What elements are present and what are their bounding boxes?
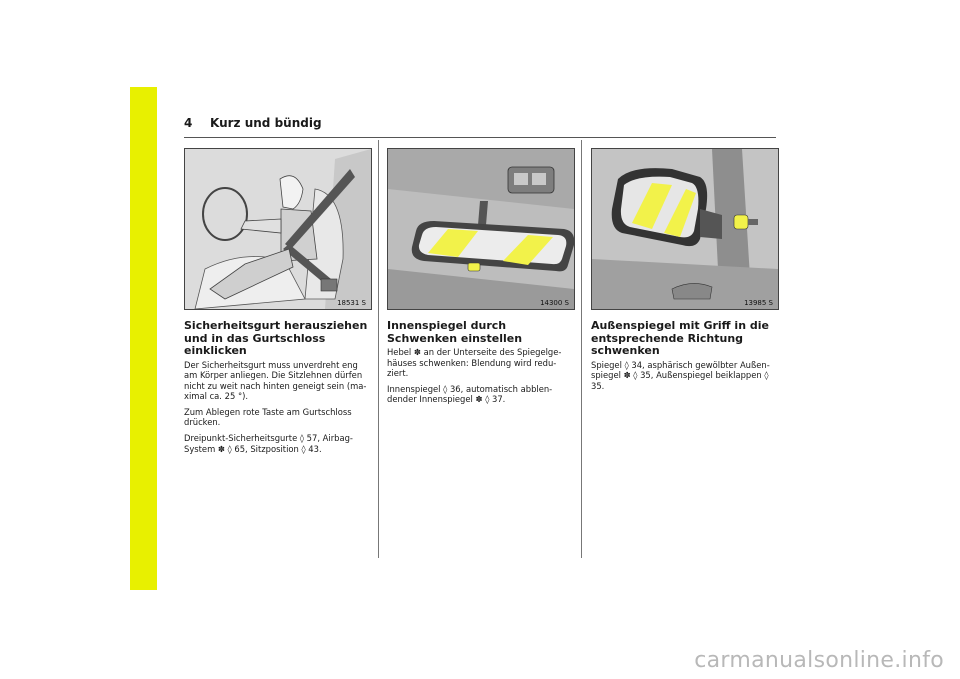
section-seatbelt	[184, 148, 370, 459]
column-divider-2	[581, 140, 582, 558]
section-interior-mirror	[387, 148, 573, 410]
yellow-side-bar	[130, 87, 157, 590]
section-exterior-mirror	[591, 148, 777, 396]
paragraph: Innenspiegel ◊ 36, automatisch abblen-dender Innenspiegel ✽ ◊ 37.	[387, 383, 553, 405]
figure-label: 18531 S	[337, 299, 366, 307]
section-heading: Außenspiegel mit Griff in die entsprechende Richtung schwenken	[591, 319, 769, 357]
paragraph: Zum Ablegen rote Taste am Gurtschloss drücken.	[184, 406, 352, 428]
column-divider-1	[378, 140, 379, 558]
exterior-mirror-illustration	[591, 148, 779, 310]
header-rule	[184, 137, 776, 138]
page-header	[184, 116, 776, 136]
page-title: Kurz und bündig	[210, 116, 322, 130]
figure-label: 14300 S	[540, 299, 569, 307]
paragraph: Dreipunkt-Sicherheitsgurte ◊ 57, Airbag-System ✽ ◊ 65, Sitzposition ◊ 43.	[184, 433, 353, 454]
interior-mirror-illustration	[387, 148, 575, 310]
section-heading: Sicherheitsgurt herausziehen und in das Gurtschloss einklicken	[184, 319, 368, 357]
watermark[interactable]: carmanualsonline.info	[694, 648, 944, 673]
seatbelt-illustration	[184, 148, 372, 310]
paragraph: Spiegel ◊ 34, asphärisch gewölbter Außen-spiegel ✽ ◊ 35, Außenspiegel beiklappen ◊ 35.	[591, 359, 770, 391]
paragraph: Hebel ✽ an der Unterseite des Spiegelge-häuses schwenken: Blendung wird redu-ziert.	[387, 347, 562, 379]
paragraph: Der Sicherheitsgurt muss unverdreht eng am Körper anliegen. Die Sitzlehnen dürfen nicht zu weit nach hinten geneigt sein (ma-ximal ca. 25 °).	[184, 359, 367, 402]
page-number: 4	[184, 116, 193, 130]
figure-label: 13985 S	[744, 299, 773, 307]
section-heading: Innenspiegel durch Schwenken einstellen	[387, 319, 523, 345]
